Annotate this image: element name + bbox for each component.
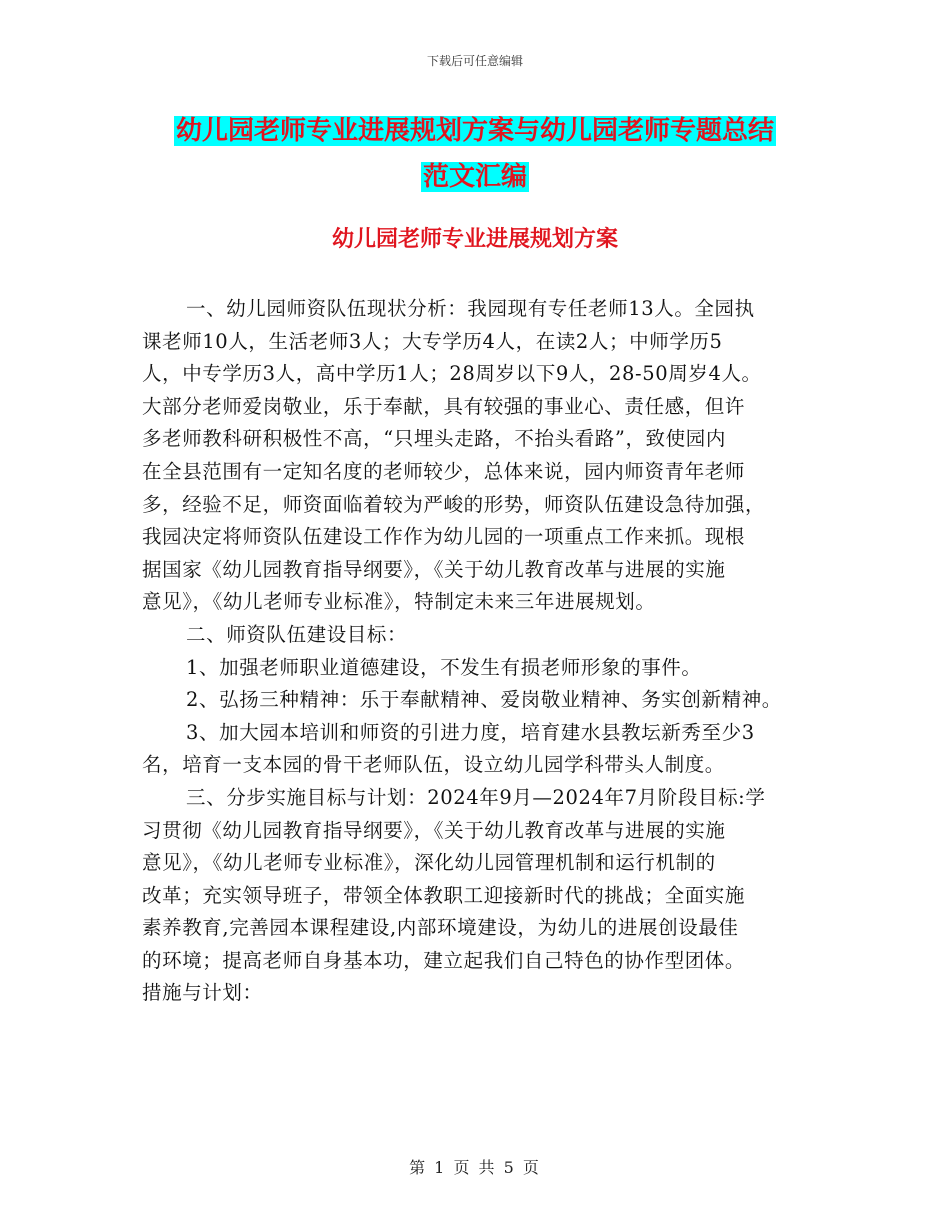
body-line: 人，中专学历3人，高中学历1人；28周岁以下9人，28-50周岁4人。 [142,362,762,386]
body-line: 多老师教科研积极性不高，“只埋头走路，不抬头看路”，致使园内 [142,427,726,451]
body-line: 据国家《幼儿园教育指导纲要》，《关于幼儿教育改革与进展的实施 [142,557,726,581]
body-line: 大部分老师爱岗敬业，乐于奉献，具有较强的事业心、责任感，但许 [142,394,746,418]
body-line: 3、加大园本培训和师资的引进力度，培育建水县教坛新秀至少3 [186,720,755,744]
body-line: 一、幼儿园师资队伍现状分析：我园现有专任老师13人。全园执 [186,297,755,320]
title-line-2: 范文汇编 [422,162,527,192]
body-line: 三、分步实施目标与计划：2024年9月—2024年7月阶段目标:学 [186,785,766,809]
body-line: 我园决定将师资队伍建设工作作为幼儿园的一项重点工作来抓。现根 [142,525,746,549]
document-title [0,108,950,200]
body-line: 课老师10人，生活老师3人；大专学历4人，在读2人；中师学历5 [142,329,723,353]
body-text [142,293,822,1010]
body-line: 1、加强老师职业道德建设，不发生有损老师形象的事件。 [186,655,702,679]
body-line: 2、弘扬三种精神：乐于奉献精神、爱岗敬业精神、务实创新精神。 [186,688,782,712]
body-line: 二、师资队伍建设目标： [186,622,408,646]
section-title: 幼儿园老师专业进展规划方案 [331,227,618,252]
body-line: 措施与计划： [142,981,263,1005]
body-line: 意见》，《幼儿老师专业标准》，深化幼儿园管理机制和运行机制的 [142,851,716,875]
title-line-1: 幼儿园老师专业进展规划方案与幼儿园老师专题总结 [175,116,774,146]
body-line: 多，经验不足，师资面临着较为严峻的形势，师资队伍建设急待加强， [142,492,766,516]
body-line: 名，培育一支本园的骨干老师队伍，设立幼儿园学科带头人制度。 [142,753,725,777]
body-line: 素养教育,完善园本课程建设,内部环境建设，为幼儿的进展创设最佳 [142,916,739,940]
body-line: 的环境；提高老师自身基本功，建立起我们自己特色的协作型团体。 [142,948,746,972]
body-line: 习贯彻《幼儿园教育指导纲要》，《关于幼儿教育改革与进展的实施 [142,818,726,842]
page-number: 第 1 页 共 5 页 [409,1158,541,1177]
body-line: 意见》，《幼儿老师专业标准》，特制定未来三年进展规划。 [142,590,656,614]
body-line: 在全县范围有一定知名度的老师较少，总体来说，园内师资青年老师 [142,459,746,483]
header-note: 下载后可任意编辑 [426,54,523,68]
body-line: 改革；充实领导班子，带领全体教职工迎接新时代的挑战；全面实施 [142,883,746,907]
